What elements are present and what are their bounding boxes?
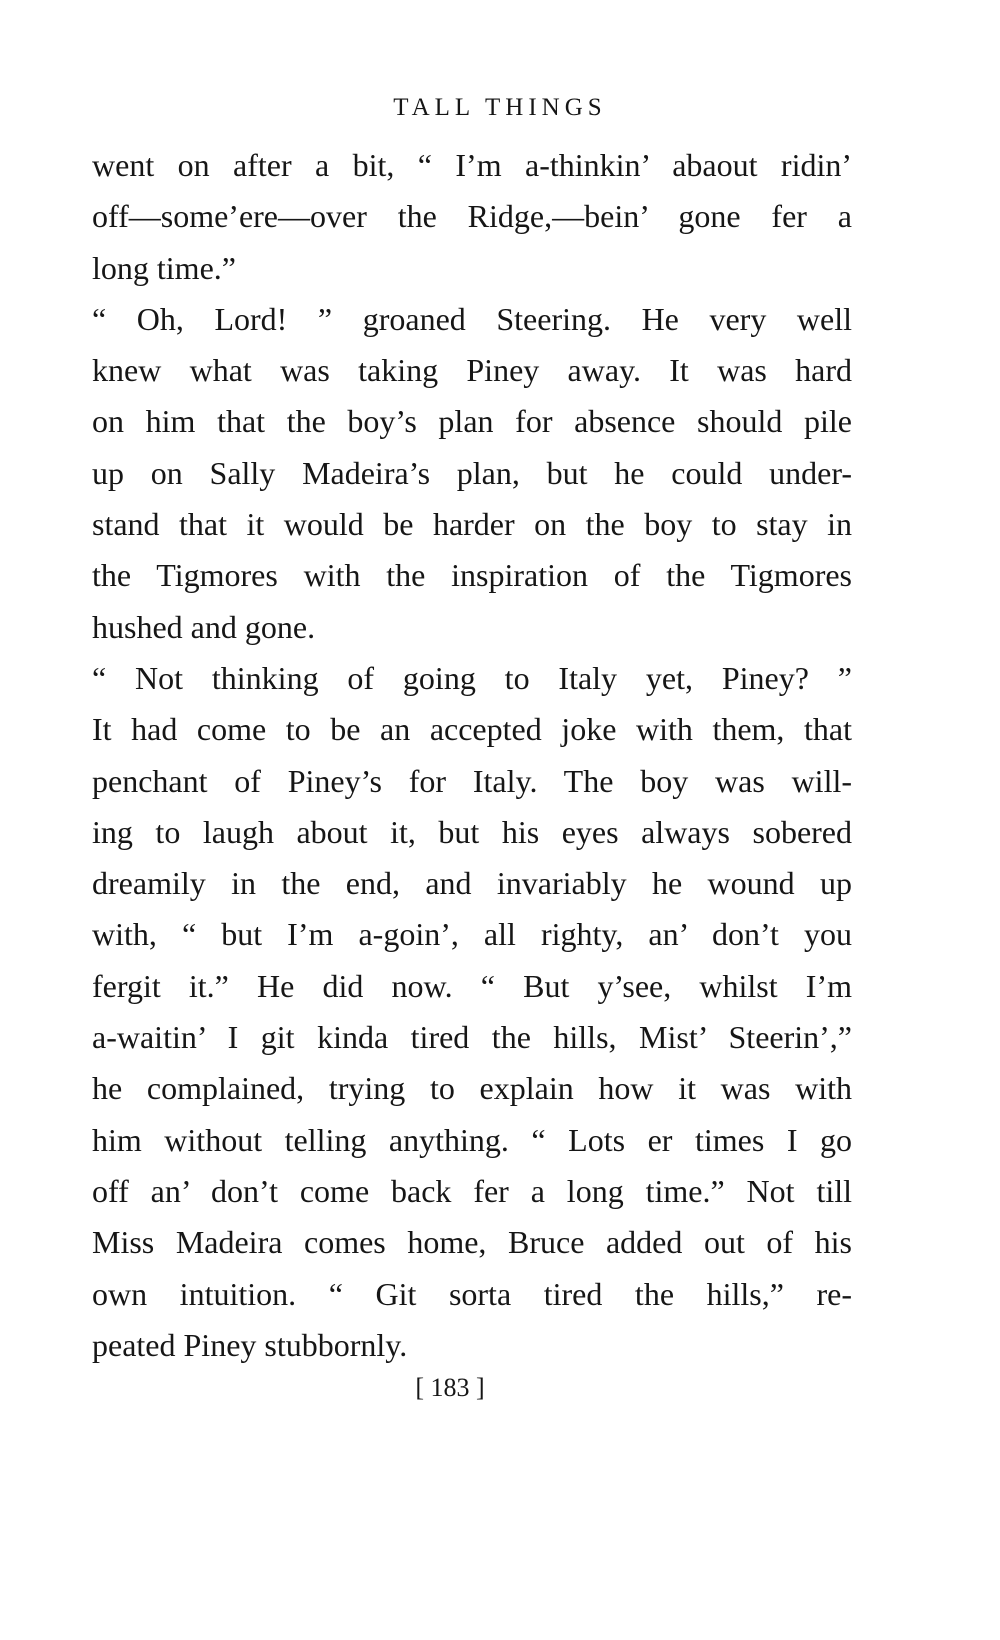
text-line: penchant of Piney’s for Italy. The boy was will- bbox=[92, 762, 852, 799]
text-line: peated Piney stubbornly. bbox=[92, 1326, 408, 1363]
text-line: him without telling anything. “ Lots er times I go bbox=[92, 1121, 852, 1158]
text-line: the Tigmores with the inspiration of the Tigmores bbox=[92, 557, 852, 594]
text-line: Miss Madeira comes home, Bruce added out of his bbox=[92, 1224, 852, 1261]
page-number: [ 183 ] bbox=[415, 1373, 485, 1402]
text-line: up on Sally Madeira’s plan, but he could under- bbox=[92, 454, 852, 491]
text-line: off—some’ere—over the Ridge,—bein’ gone fer a bbox=[92, 198, 852, 235]
text-line: went on after a bit, “ I’m a-thinkin’ abaout ridin’ bbox=[92, 147, 852, 183]
text-line: on him that the boy’s plan for absence should pile bbox=[92, 403, 852, 440]
running-title: TALL THINGS bbox=[393, 94, 607, 121]
text-line: ing to laugh about it, but his eyes always sobered bbox=[92, 813, 852, 850]
text-line: It had come to be an accepted joke with them, that bbox=[92, 711, 852, 748]
body-text bbox=[92, 140, 852, 1371]
text-line: “ Oh, Lord! ” groaned Steering. He very well bbox=[92, 300, 852, 337]
text-line: a-waitin’ I git kinda tired the hills, Mist’ Steerin’,” bbox=[92, 1019, 852, 1056]
text-line: knew what was taking Piney away. It was hard bbox=[92, 352, 852, 389]
text-line: “ Not thinking of going to Italy yet, Piney? ” bbox=[92, 659, 852, 696]
text-line: long time.” bbox=[92, 249, 236, 286]
text-line: with, “ but I’m a-goin’, all righty, an’ don’t you bbox=[92, 916, 852, 953]
text-line: he complained, trying to explain how it was with bbox=[92, 1070, 852, 1107]
text-line: hushed and gone. bbox=[92, 608, 316, 645]
text-line: own intuition. “ Git sorta tired the hills,” re- bbox=[92, 1275, 852, 1312]
text-line: fergit it.” He did now. “ But y’see, whilst I’m bbox=[92, 967, 852, 1004]
text-line: dreamily in the end, and invariably he wound up bbox=[92, 865, 852, 902]
text-line: stand that it would be harder on the boy to stay in bbox=[92, 506, 852, 543]
text-line: off an’ don’t come back fer a long time.” Not till bbox=[92, 1172, 852, 1209]
